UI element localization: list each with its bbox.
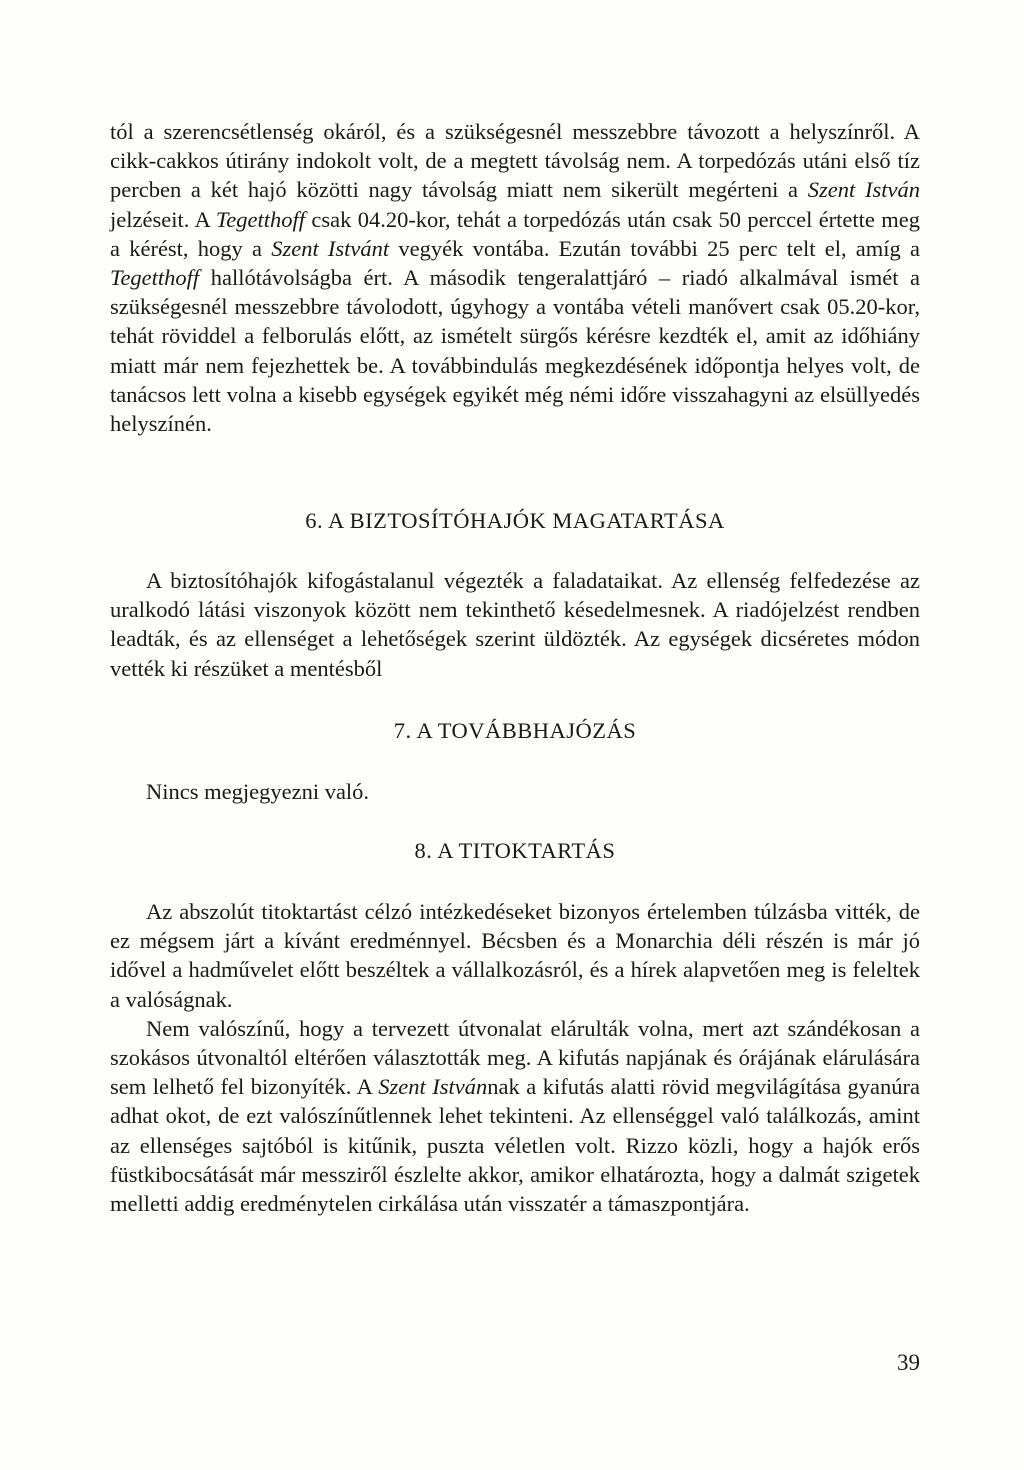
section-heading-7: 7. A TOVÁBBHAJÓZÁS: [393, 718, 637, 743]
section-heading-6: 6. A BIZTOSÍTÓHAJÓK MAGATARTÁSA: [305, 508, 725, 533]
section-7-body: [110, 777, 920, 806]
section-6-body: [110, 566, 920, 683]
text-run: csak 04.20-kor, tehát a torpedózás után csak 50 perccel értette meg a kérést, hogy a: [110, 206, 920, 261]
section-8-body: [110, 897, 920, 1218]
page-number: 39: [897, 1350, 920, 1375]
ship-name: Szent István: [807, 177, 920, 203]
ship-name: Szent Istvánt: [271, 235, 390, 261]
ship-name: Tegetthoff: [110, 265, 200, 291]
paragraph: Nincs megjegyezni való.: [146, 779, 370, 804]
paragraph: Az abszolút titoktartást célzó intézkedéseket bizonyos értelemben túlzásba vitték, de ez mégsem járt a kívánt eredménnyel. Bécsben és a Monarchia déli részén is már jó idővel a hadművelet előtt beszéltek a vállalkozásról, és a hírek alapvetően meg is feleltek a valóságnak.: [110, 899, 920, 1012]
continuation-paragraph: [110, 117, 920, 438]
paragraph: A biztosítóhajók kifogástalanul végezték a faladataikat. Az ellenség felfedezése az uralkodó látási viszonyok között nem tekinthető késedelmesnek. A riadójelzést rendben leadták, és az ellenséget a lehetőségek szerint üldözték. Az egységek dicséretes módon vették ki részüket a mentésből: [110, 568, 920, 681]
paragraph: [110, 1014, 920, 1218]
ship-name: Szent István: [378, 1074, 488, 1100]
text-run: nak a kifutás alatti rövid megvilágítása gyanúra adhat okot, de ezt valószínűtlennek lehet tekinteni. Az ellenséggel való találkozás, amint az ellenséges sajtóból is kitűnik, puszta véletlen volt. Rizzo közli, hogy a hajók erős füstkibocsátását már messziről észlelte akkor, amikor elhatározta, hogy a dalmát szigetek melletti addig eredménytelen cirkálása után visszatér a támaszpontjára.: [110, 1074, 921, 1217]
text-run: hallótávolságba ért. A második tengeralattjáró – riadó alkalmával ismét a szükségesnél messzebbre távolodott, úgyhogy a vontába vételi manővert csak 05.20-kor, tehát röviddel a felborulás előtt, az ismételt sürgős kérésre kezdték el, amit az időhiány miatt már nem fejezhettek be. A továbbindulás megkezdésének időpontja helyes volt, de tanácsos lett volna a kisebb egységek egyikét még némi időre visszahagyni az elsüllyedés helyszínén.: [110, 265, 920, 437]
ship-name: Tegetthoff: [215, 206, 305, 232]
text-run: jelzéseit. A: [110, 206, 216, 232]
section-heading-8: 8. A TITOKTARTÁS: [414, 838, 616, 863]
text-run: vegyék vontába. Ezután további 25 perc telt el, amíg a: [389, 235, 921, 261]
text-run: tól a szerencsétlenség okáról, és a szükségesnél messzebbre távozott a helyszínről. A cikk-cakkos útirány indokolt volt, de a megtett távolság nem. A torpedózás utáni első tíz percben a két hajó közötti nagy távolság miatt nem sikerült megérteni a: [110, 119, 920, 203]
text-run: Nem valószínű, hogy a tervezett útvonalat elárulták volna, mert azt szándékosan a szokásos útvonaltól eltérően választották meg. A kifutás napjának és órájának elárulására sem lelhető fel bizonyíték. A: [110, 1015, 920, 1100]
paragraph: [110, 117, 920, 438]
